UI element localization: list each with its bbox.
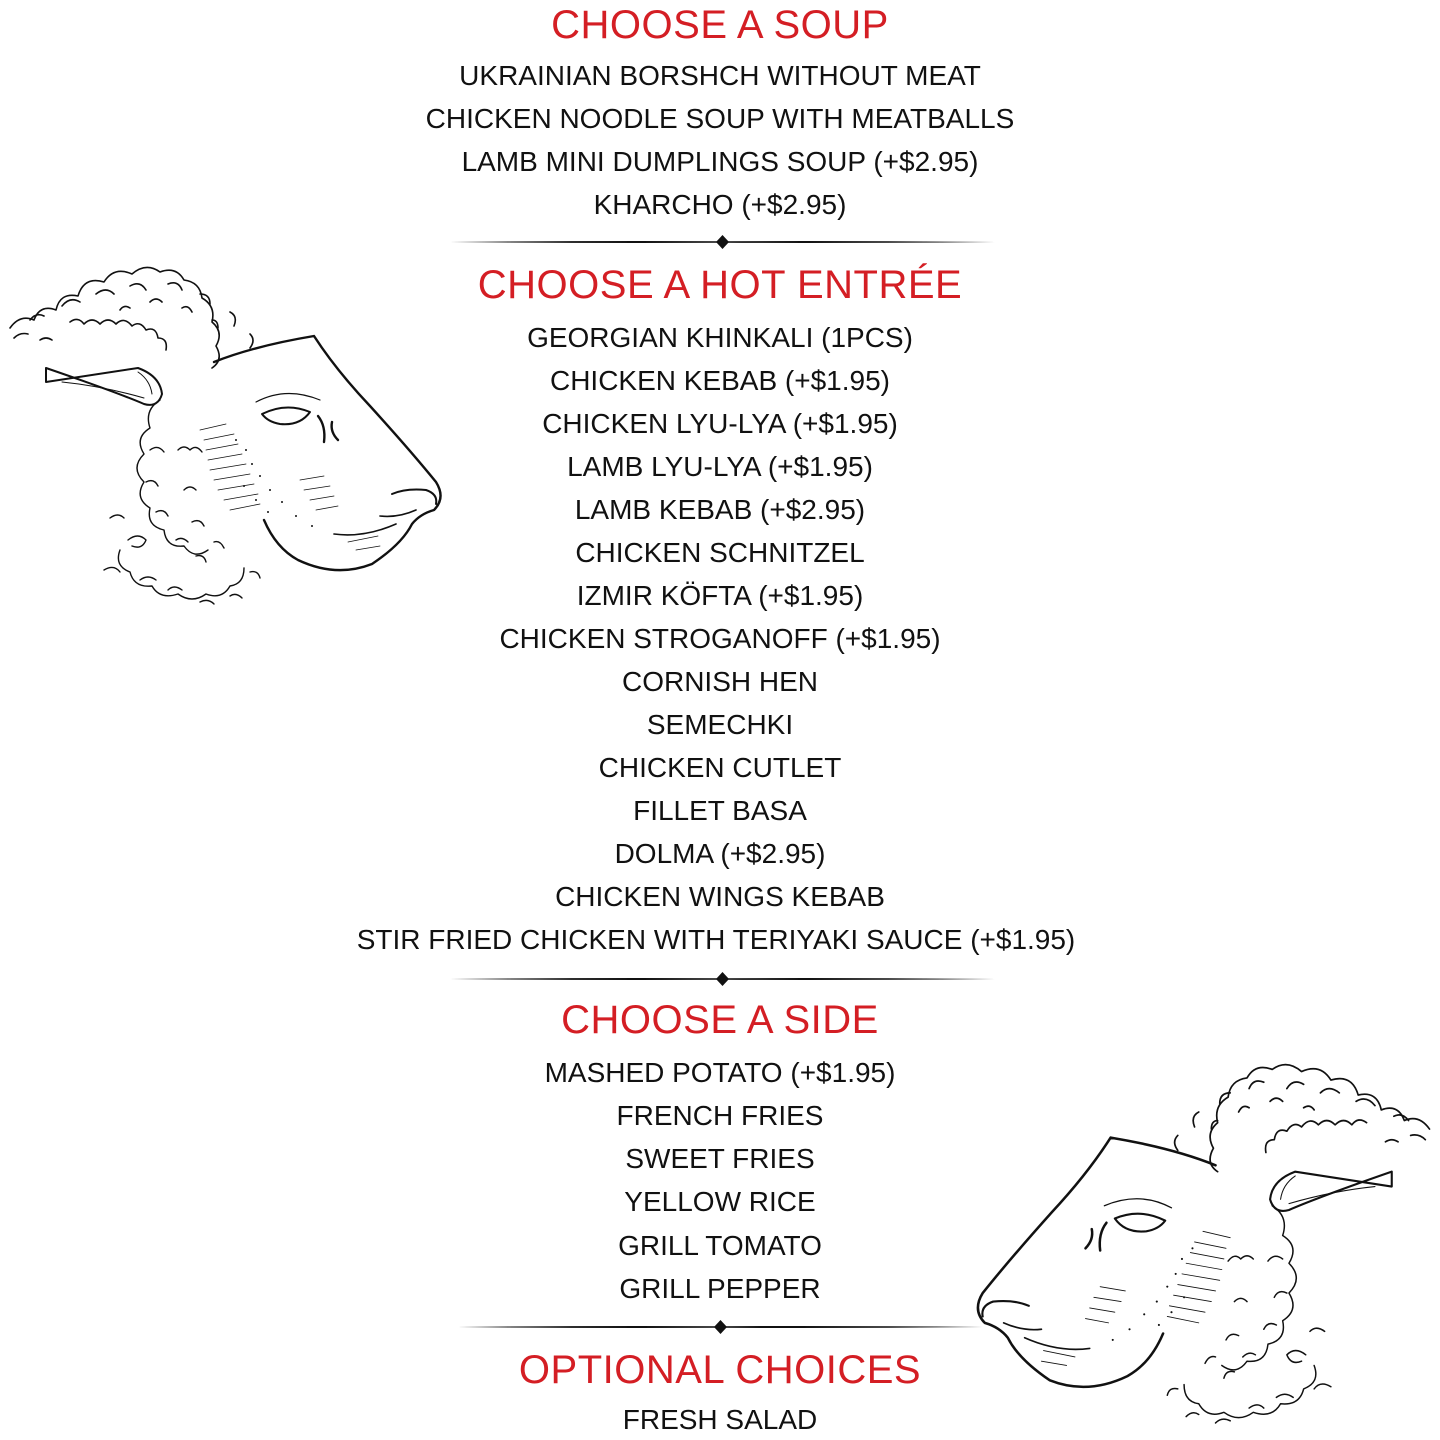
menu-item: DOLMA (+$2.95) (614, 838, 826, 869)
menu-item: CHICKEN STROGANOFF (+$1.95) (499, 623, 941, 654)
menu-item: CHICKEN KEBAB (+$1.95) (549, 365, 891, 396)
menu-item: CHICKEN LYU-LYA (+$1.95) (542, 408, 898, 439)
menu-item: FILLET BASA (633, 795, 807, 826)
menu-item: GEORGIAN KHINKALI (1PCS) (527, 322, 913, 353)
menu-item: LAMB MINI DUMPLINGS SOUP (+$2.95) (461, 146, 979, 177)
section-divider (450, 235, 995, 249)
menu-item: SWEET FRIES (625, 1143, 815, 1174)
menu-item: CHICKEN WINGS KEBAB (555, 881, 885, 912)
menu-item: CHICKEN SCHNITZEL (575, 537, 865, 568)
menu-item: STIR FRIED CHICKEN WITH TERIYAKI SAUCE (+$1.95) (356, 924, 1076, 955)
menu-item: LAMB LYU-LYA (+$1.95) (567, 451, 873, 482)
menu-item: CORNISH HEN (621, 666, 818, 697)
diamond-icon (458, 1320, 983, 1334)
menu-item: GRILL TOMATO (618, 1230, 822, 1261)
menu-item: FRENCH FRIES (616, 1100, 824, 1131)
section-divider (458, 1320, 983, 1334)
menu-item: KHARCHO (+$2.95) (593, 189, 847, 220)
section-divider (450, 972, 995, 986)
section-heading-soup: CHOOSE A SOUP (551, 3, 889, 47)
menu-item: CHICKEN CUTLET (598, 752, 842, 783)
menu-item: GRILL PEPPER (619, 1273, 821, 1304)
sheep-head-icon (0, 250, 450, 620)
menu-item: SEMECHKI (646, 709, 794, 740)
menu-item: FRESH SALAD (622, 1404, 818, 1435)
menu-item: YELLOW RICE (624, 1186, 816, 1217)
diamond-icon (450, 972, 995, 986)
menu-item: MASHED POTATO (+$1.95) (544, 1057, 896, 1088)
section-heading-hot-entree: CHOOSE A HOT ENTRÉE (477, 263, 963, 307)
diamond-icon (450, 235, 995, 249)
menu-item: CHICKEN NOODLE SOUP WITH MEATBALLS (425, 103, 1015, 134)
menu-item: IZMIR KÖFTA (+$1.95) (576, 580, 864, 611)
menu-item: UKRAINIAN BORSHCH WITHOUT MEAT (459, 60, 981, 91)
section-heading-optional: OPTIONAL CHOICES (518, 1348, 922, 1392)
menu-item: LAMB KEBAB (+$2.95) (574, 494, 866, 525)
section-heading-side: CHOOSE A SIDE (561, 998, 879, 1042)
sheep-head-icon (968, 1046, 1440, 1440)
